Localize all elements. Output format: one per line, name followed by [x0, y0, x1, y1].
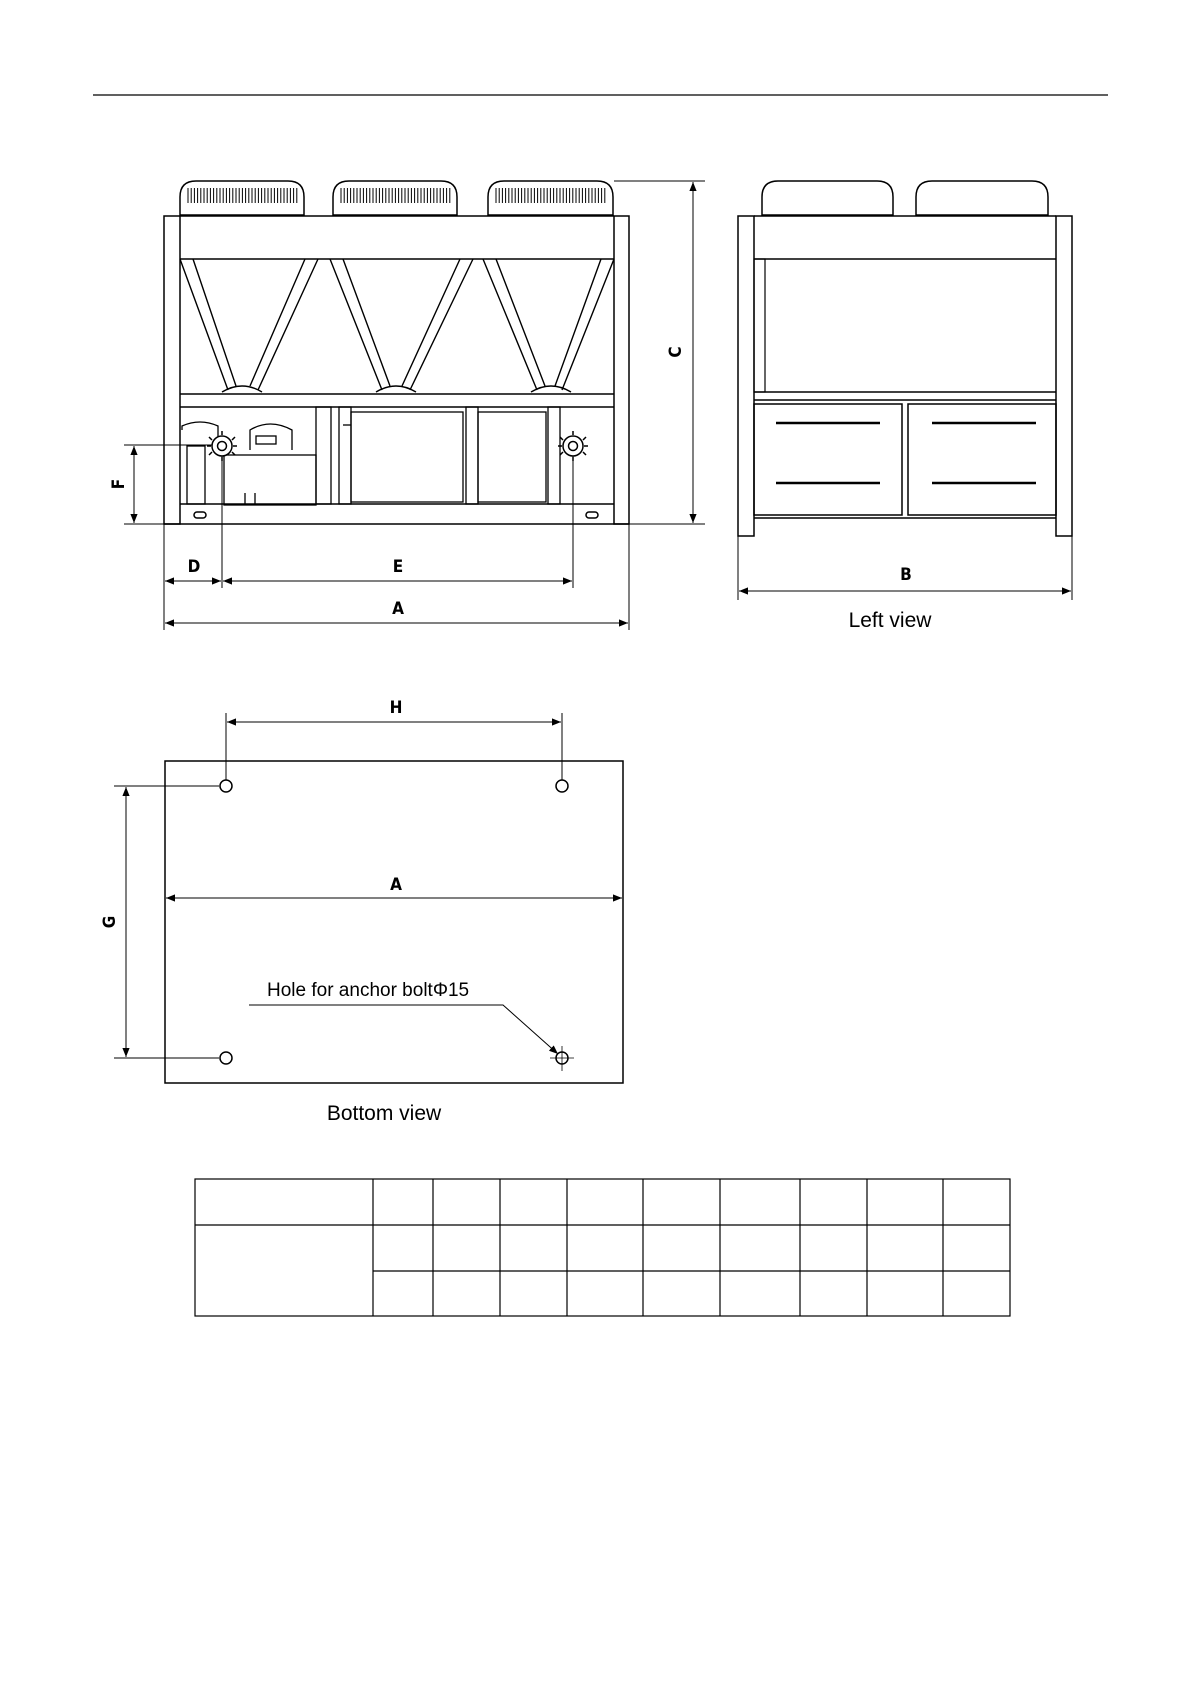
left-panel-2 — [908, 404, 1056, 515]
dim-label-E: E — [392, 557, 404, 577]
left-view — [738, 181, 1072, 536]
front-dimensions — [124, 181, 705, 630]
dim-label-G: G — [100, 915, 120, 929]
anchor-hole-top-left — [220, 780, 232, 792]
anchor-bolt-note: Hole for anchor boltΦ15 — [267, 980, 470, 1001]
left-fan-1 — [762, 181, 893, 215]
anchor-hole-top-right — [556, 780, 568, 792]
left-view-caption: Left view — [848, 609, 932, 632]
left-panel-1 — [754, 404, 902, 515]
bottom-dimensions — [114, 713, 622, 1058]
lower-equipment — [182, 407, 560, 505]
left-fan-2 — [916, 181, 1048, 215]
base-slot-left — [194, 512, 206, 518]
dimension-table — [195, 1179, 1010, 1316]
dim-label-A-bottom: A — [390, 875, 402, 895]
base-outline — [165, 761, 623, 1083]
bottom-view — [165, 761, 623, 1083]
dim-label-F: F — [109, 478, 129, 490]
dim-label-A-front: A — [392, 599, 404, 619]
left-right-post — [1056, 216, 1072, 536]
front-view — [164, 181, 629, 524]
front-right-post — [614, 216, 629, 524]
base-slot-right — [586, 512, 598, 518]
dim-label-C: C — [666, 346, 686, 358]
bottom-view-caption: Bottom view — [326, 1102, 442, 1125]
left-left-post — [738, 216, 754, 536]
front-left-post — [164, 216, 180, 524]
v-coils — [180, 259, 614, 392]
dim-label-B: B — [900, 565, 912, 585]
anchor-hole-bottom-left — [220, 1052, 232, 1064]
dim-label-D: D — [187, 557, 201, 577]
dim-label-H: H — [389, 698, 403, 718]
